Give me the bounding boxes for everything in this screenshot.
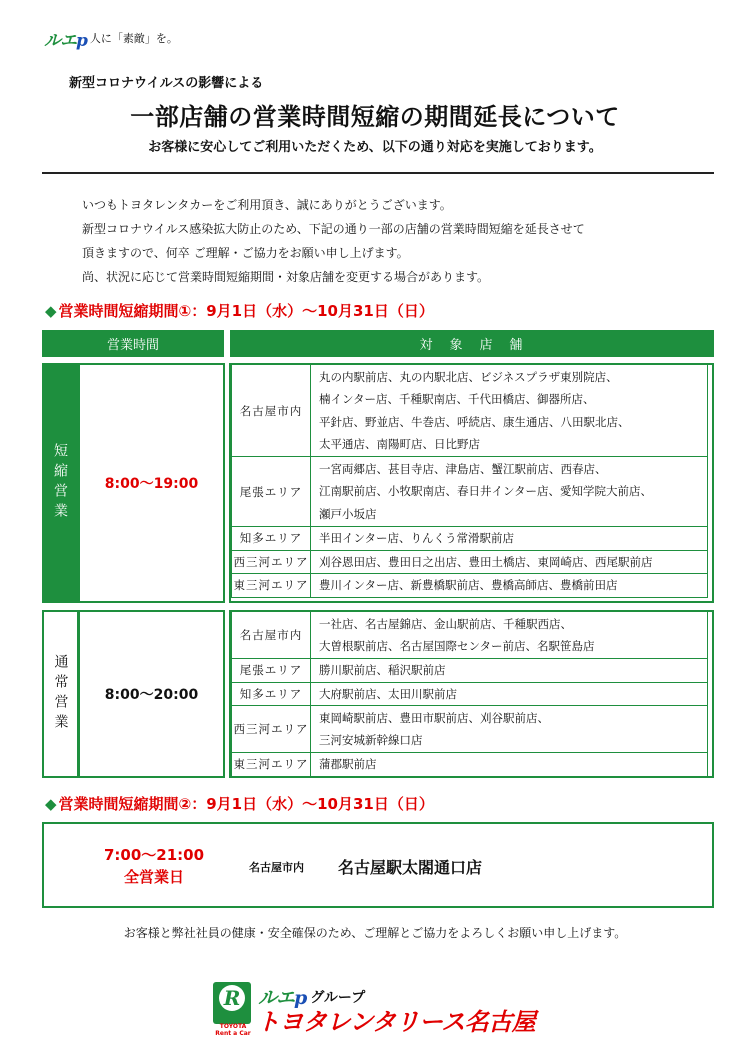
table-row [232, 706, 708, 753]
table-row [232, 550, 708, 574]
normal-hours-label: 通常営業 [42, 610, 79, 778]
section2-time-cell [84, 844, 224, 888]
section2-title: ◆ 営業時間短縮期間②：9月1日（水）～10月31日（日） [45, 795, 434, 813]
diamond-icon: ◆ [45, 302, 57, 320]
intro-line: 尚、状況に応じて営業時間短縮期間・対象店舗を変更する場合があります。 [82, 270, 490, 284]
table-row [232, 612, 708, 659]
section2-area: 名古屋市内 [249, 861, 304, 874]
lead-text: お客様に安心してご利用いただくため、以下の通り対応を実施しております。 [148, 140, 602, 155]
short-hours-label: 短縮営業 [42, 363, 78, 603]
tagline: 人に「素敵」を。 [89, 32, 178, 45]
store-list: 東岡崎駅前店、豊田市駅前店、刈谷駅前店、 三河安城新幹線口店 [311, 706, 708, 753]
table-row [232, 682, 708, 706]
divider [42, 172, 714, 174]
area-label: 知多エリア [232, 682, 311, 706]
store-list: 一宮両郷店、甚目寺店、津島店、蟹江駅前店、西春店、 江南駅前店、小牧駅南店、春日井インター店、愛知学院大前店、 瀬戸小坂店 [311, 457, 708, 527]
store-list: 豊川インター店、新豊橋駅前店、豊橋高師店、豊橋前田店 [311, 574, 708, 598]
company-logo-icon: ルエp [44, 30, 87, 51]
store-list: 刈谷恩田店、豊田日之出店、豊田土橋店、東岡崎店、西尾駅前店 [311, 550, 708, 574]
intro-paragraph [82, 193, 585, 289]
diamond-icon: ◆ [45, 795, 57, 813]
short-hours-store-table [231, 364, 708, 598]
intro-line: いつもトヨタレンタカーをご利用頂き、誠にありがとうございます。 [82, 198, 452, 212]
area-label: 西三河エリア [232, 706, 311, 753]
table-row [232, 574, 708, 598]
r-logo-icon: R [219, 985, 245, 1011]
store-list: 半田インター店、りんくう常滑駅前店 [311, 527, 708, 551]
normal-hours-store-table [231, 611, 708, 777]
section2-box [42, 822, 714, 908]
group-mark-icon: ルエp [258, 987, 307, 1009]
area-label: 東三河エリア [232, 574, 311, 598]
header-logo [44, 27, 178, 49]
table-row [232, 753, 708, 777]
area-label: 名古屋市内 [232, 365, 311, 457]
area-label: 名古屋市内 [232, 612, 311, 659]
store-list: 勝川駅前店、稲沢駅前店 [311, 659, 708, 683]
short-hours-time-cell [78, 363, 225, 603]
column-header-time: 営業時間 [42, 330, 224, 357]
store-list: 蒲郡駅前店 [311, 753, 708, 777]
toyota-rent-a-car-logo [213, 982, 251, 1024]
table-row [232, 365, 708, 457]
intro-line: 新型コロナウイルス感染拡大防止のため、下記の通り一部の店舗の営業時間短縮を延長させて [82, 222, 585, 236]
footer-note: お客様と弊社社員の健康・安全確保のため、ご理解とご協力をよろしくお願い申し上げます。 [123, 926, 627, 940]
area-label: 知多エリア [232, 527, 311, 551]
subheading: 新型コロナウイルスの影響による [69, 76, 264, 91]
store-list: 一社店、名古屋錦店、金山駅前店、千種駅西店、 大曽根駅前店、名古屋国際センター前店、名駅笹島店 [311, 612, 708, 659]
company-name: トヨタレンタリース名古屋 [256, 1008, 536, 1036]
section1-title: ◆ 営業時間短縮期間①：9月1日（水）～10月31日（日） [45, 302, 434, 320]
store-list: 大府駅前店、太田川駅前店 [311, 682, 708, 706]
column-header-stores: 対 象 店 舗 [230, 330, 714, 357]
short-hours-time: 8:00～19:00 [104, 476, 199, 492]
area-label: 西三河エリア [232, 550, 311, 574]
area-label: 尾張エリア [232, 659, 311, 683]
group-label: グループ [310, 989, 366, 1006]
section2-days: 全営業日 [123, 868, 184, 886]
section2-time: 7:00～21:00 [103, 846, 205, 864]
area-label: 東三河エリア [232, 753, 311, 777]
badge-caption: TOYOTA Rent a Car [215, 1023, 251, 1037]
page-title: 一部店舗の営業時間短縮の期間延長について [130, 103, 620, 131]
table-row [232, 659, 708, 683]
store-list: 丸の内駅前店、丸の内駅北店、ビジネスプラザ東別院店、 楠インター店、千種駅南店、千代田橋店、御器所店、 平針店、野並店、牛巻店、呼続店、康生通店、八田駅北店、 太平通店、南陽町店、日比野店 [311, 365, 708, 457]
table-row [232, 457, 708, 527]
intro-line: 頂きますので、何卒 ご理解・ご協力をお願い申し上げます。 [82, 246, 409, 260]
table-row [232, 527, 708, 551]
area-label: 尾張エリア [232, 457, 311, 527]
normal-hours-time-cell [78, 610, 225, 778]
normal-hours-time: 8:00～20:00 [104, 687, 199, 703]
section2-store: 名古屋駅太閤通口店 [338, 858, 483, 877]
